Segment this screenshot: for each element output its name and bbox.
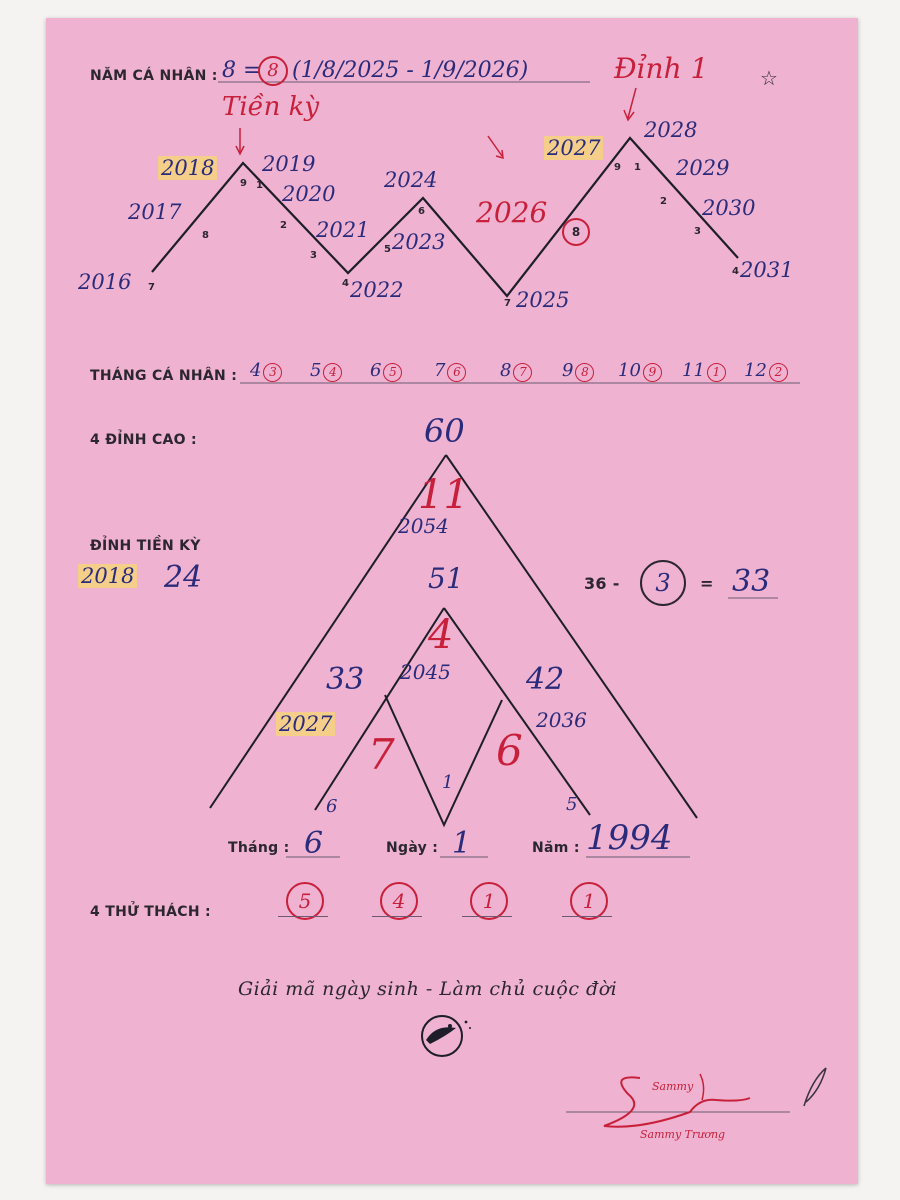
year-2017: 2017 (128, 200, 182, 224)
peak-right-number: 6 (496, 726, 523, 775)
year-2026: 2026 (476, 196, 548, 229)
month-number: 7 (434, 360, 446, 381)
challenge-underline (462, 916, 512, 917)
birth-day-value: 1 (452, 826, 472, 861)
peak-right-age: 42 (526, 662, 565, 697)
challenge-4: 1 (570, 882, 608, 920)
signature-small: Sammy (652, 1080, 694, 1093)
month-number: 4 (250, 360, 262, 381)
num-2027: 9 (614, 162, 621, 173)
month-number: 12 (744, 360, 767, 381)
birth-year-value: 1994 (586, 818, 673, 858)
personal-year-range: (1/8/2025 - 1/9/2026) (292, 58, 529, 83)
signature-name: Sammy Trương (640, 1128, 726, 1141)
month-item-11 (682, 360, 726, 382)
tien-ky-age: 24 (164, 560, 203, 595)
calc-prefix: 36 - (584, 574, 620, 593)
month-value: 3 (263, 363, 282, 382)
peak-top-number: 11 (418, 472, 469, 518)
num-2020: 2 (280, 220, 287, 231)
num-2022: 4 (342, 278, 349, 289)
num-2029: 2 (660, 196, 667, 207)
challenge-underline (278, 916, 328, 917)
peak-left-number: 7 (368, 730, 395, 779)
month-value: 6 (447, 363, 466, 382)
peak-note: Đỉnh 1 (614, 52, 709, 85)
num-2028: 1 (634, 162, 641, 173)
personal-year-circled: 8 (258, 56, 288, 86)
month-item-5 (310, 360, 342, 382)
challenge-3: 1 (470, 882, 508, 920)
num-2017: 8 (202, 230, 209, 241)
birth-month-label: Tháng : (228, 840, 290, 856)
num-2030: 3 (694, 226, 701, 237)
year-2018: 2018 (158, 156, 217, 180)
month-value: 9 (643, 363, 662, 382)
personal-month-label: THÁNG CÁ NHÂN : (90, 368, 238, 384)
month-item-6 (370, 360, 402, 382)
num-2031: 4 (732, 266, 739, 277)
month-value: 1 (707, 363, 726, 382)
peak-mid-year: 2045 (400, 660, 451, 684)
month-value: 2 (769, 363, 788, 382)
month-item-10 (618, 360, 662, 382)
month-number: 8 (500, 360, 512, 381)
year-2022: 2022 (350, 278, 404, 302)
year-2030: 2030 (702, 196, 756, 220)
year-2020: 2020 (282, 182, 336, 206)
star-icon: ☆ (760, 68, 778, 90)
month-value: 5 (383, 363, 402, 382)
month-item-12 (744, 360, 788, 382)
personal-year-value: 8 = (222, 58, 262, 83)
base-left: 6 (326, 796, 338, 817)
year-2029: 2029 (676, 156, 730, 180)
month-number: 9 (562, 360, 574, 381)
num-2018: 9 (240, 178, 247, 189)
month-number: 6 (370, 360, 382, 381)
month-item-9 (562, 360, 594, 382)
challenges-label: 4 THỬ THÁCH : (90, 904, 211, 920)
birth-year-label: Năm : (532, 840, 580, 856)
year-2016: 2016 (78, 270, 132, 294)
peak-right-year: 2036 (536, 708, 587, 732)
peak-left-age: 33 (326, 662, 365, 697)
birth-day-label: Ngày : (386, 840, 439, 856)
month-item-4 (250, 360, 282, 382)
year-2024: 2024 (384, 168, 438, 192)
month-item-7 (434, 360, 466, 382)
tien-ky-label: ĐỈNH TIỀN KỲ (90, 538, 201, 554)
year-2021: 2021 (316, 218, 370, 242)
num-2016: 7 (148, 282, 155, 293)
challenge-underline (562, 916, 612, 917)
num-2024: 6 (418, 206, 425, 217)
tien-ky-year: 2018 (78, 564, 137, 588)
peak-left-year: 2027 (276, 712, 335, 736)
year-2031: 2031 (740, 258, 794, 282)
peak-top-age: 60 (424, 412, 465, 450)
calc-circled: 3 (640, 560, 686, 606)
year-2019: 2019 (262, 152, 316, 176)
month-value: 8 (575, 363, 594, 382)
month-number: 5 (310, 360, 322, 381)
challenge-underline (372, 916, 422, 917)
year-2023: 2023 (392, 230, 446, 254)
peak-top-year: 2054 (398, 514, 449, 538)
tien-ky-note: Tiền kỳ (222, 92, 320, 122)
birth-month-value: 6 (304, 826, 324, 861)
num-2025: 7 (504, 298, 511, 309)
peaks-label: 4 ĐỈNH CAO : (90, 432, 197, 448)
month-value: 7 (513, 363, 532, 382)
footer-slogan: Giải mã ngày sinh - Làm chủ cuộc đời (238, 978, 618, 1000)
calc-equals: = (700, 574, 714, 593)
calc-result: 33 (732, 564, 771, 599)
year-2027: 2027 (544, 136, 603, 160)
month-number: 10 (618, 360, 641, 381)
peak-mid-age: 51 (428, 562, 464, 595)
base-right: 5 (566, 794, 578, 815)
num-2023: 5 (384, 244, 391, 255)
num-2019: 1 (256, 180, 263, 191)
year-2028: 2028 (644, 118, 698, 142)
challenge-1: 5 (286, 882, 324, 920)
peak-mid-number: 4 (428, 612, 454, 658)
year-2025: 2025 (516, 288, 570, 312)
personal-year-label: NĂM CÁ NHÂN : (90, 68, 218, 84)
num-2021: 3 (310, 250, 317, 261)
challenge-2: 4 (380, 882, 418, 920)
month-value: 4 (323, 363, 342, 382)
base-mid: 1 (442, 772, 454, 793)
month-item-8 (500, 360, 532, 382)
month-number: 11 (682, 360, 705, 381)
num-2026: 8 (562, 218, 590, 246)
